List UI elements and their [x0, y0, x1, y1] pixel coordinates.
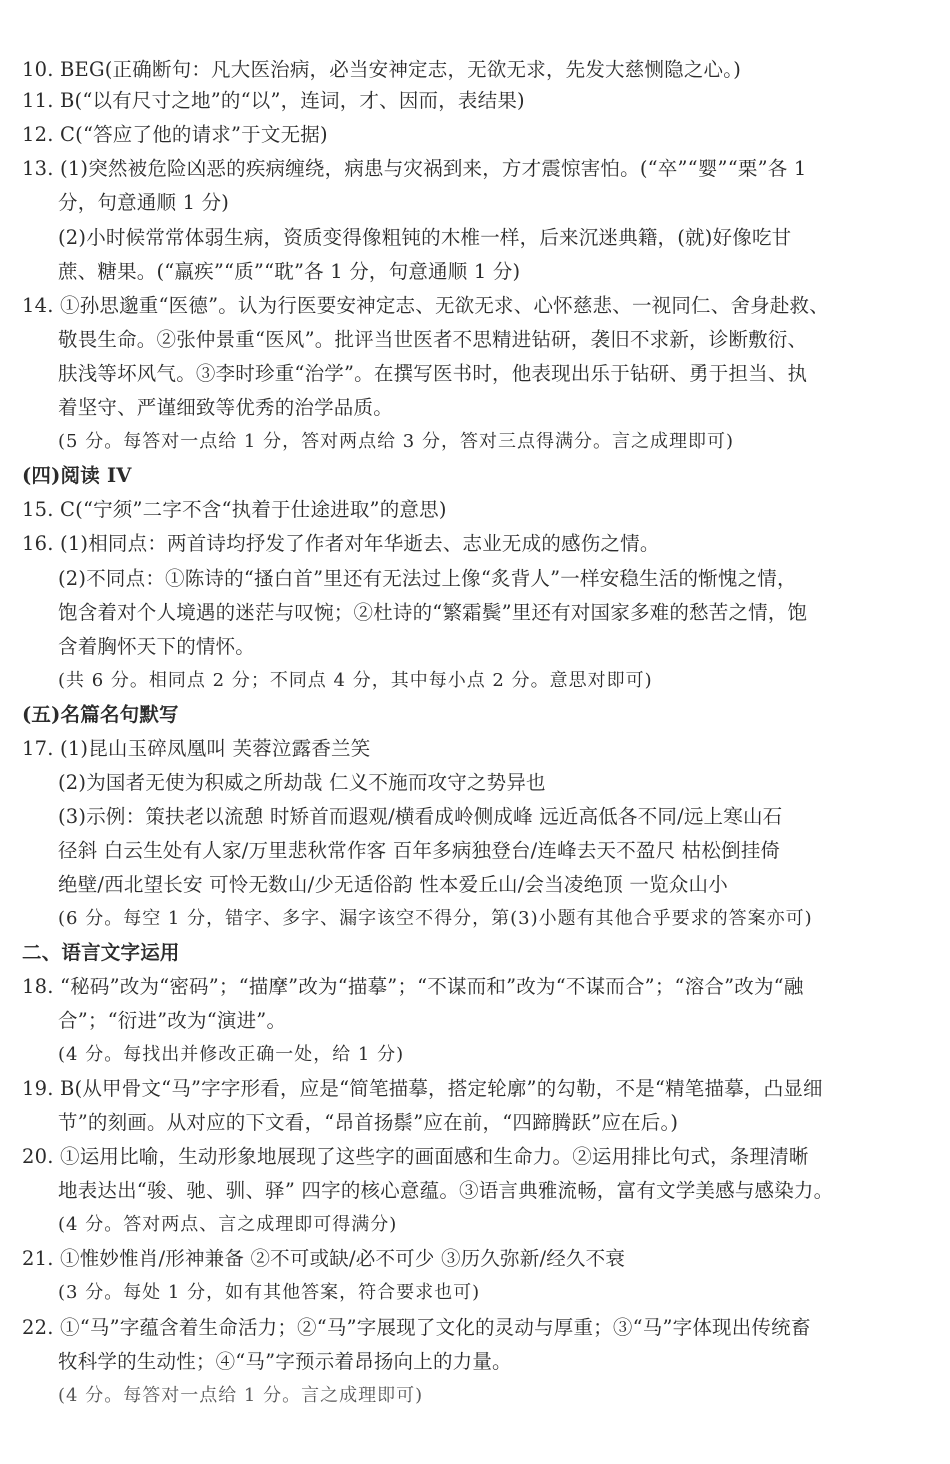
answer-13-line-3: (2)小时候常常体弱生病，资质变得像粗钝的木椎一样，后来沉迷典籍，(就)好像吃甘 — [58, 226, 792, 249]
answer-14-line-1: 14. ①孙思邈重“医德”。认为行医要安神定志、无欲无求、心怀慈悲、一视同仁、舍身赴救、 — [22, 294, 829, 317]
answer-11: 11. B(“以有尺寸之地”的“以”，连词，才、因而，表结果) — [22, 89, 525, 112]
answer-17-line-1: 17. (1)昆山玉碎凤凰叫 芙蓉泣露香兰笑 — [22, 737, 371, 760]
answer-17-line-3: (3)示例：策扶老以流憩 时矫首而遐观/横看成岭侧成峰 远近高低各不同/远上寒山石 — [58, 805, 783, 828]
section-heading-language-use: 二、语言文字运用 — [22, 941, 180, 964]
answer-17-line-4: 径斜 白云生处有人家/万里悲秋常作客 百年多病独登台/连峰去天不盈尺 枯松倒挂倚 — [58, 839, 781, 862]
scoring-note-22-cut-off: (4 分。每答对一点给 1 分。言之成理即可) — [58, 1385, 424, 1406]
answer-18-line-2: 合”；“衍进”改为“演进”。 — [58, 1009, 287, 1032]
scoring-note-20: (4 分。答对两点、言之成理即可得满分) — [58, 1214, 398, 1235]
answer-20-line-2: 地表达出“骏、驰、驯、驿” 四字的核心意蕴。③语言典雅流畅，富有文学美感与感染力。 — [58, 1179, 834, 1202]
scoring-note-17: (6 分。每空 1 分，错字、多字、漏字该空不得分，第(3)小题有其他合乎要求的答案亦可) — [58, 908, 813, 929]
answer-16-line-4: 含着胸怀天下的情怀。 — [58, 635, 256, 658]
scoring-note-18: (4 分。每找出并修改正确一处，给 1 分) — [58, 1044, 405, 1065]
answer-13-line-4: 蔗、糖果。(“羸疾”“质”“耽”各 1 分，句意通顺 1 分) — [58, 260, 521, 283]
answer-17-line-5: 绝壁/西北望长安 可怜无数山/少无适俗韵 性本爱丘山/会当凌绝顶 一览众山小 — [58, 873, 728, 896]
answer-16-line-1: 16. (1)相同点：两首诗均抒发了作者对年华逝去、志业无成的感伤之情。 — [22, 532, 660, 555]
answer-14-line-3: 肤浅等坏风气。③李时珍重“治学”。在撰写医书时，他表现出乐于钻研、勇于担当、执 — [58, 362, 808, 385]
answer-16-line-2: (2)不同点：①陈诗的“搔白首”里还有无法过上像“炙背人”一样安稳生活的惭愧之情， — [58, 567, 797, 590]
answer-18-line-1: 18. “秘码”改为“密码”；“描摩”改为“描摹”；“不谋而和”改为“不谋而合”；“溶合”改为“融 — [22, 975, 804, 998]
answer-12: 12. C(“答应了他的请求”于文无据) — [22, 123, 328, 146]
answer-14-line-4: 着坚守、严谨细致等优秀的治学品质。 — [58, 396, 393, 419]
answer-20-line-1: 20. ①运用比喻，生动形象地展现了这些字的画面感和生命力。②运用排比句式，条理清晰 — [22, 1145, 809, 1168]
section-heading-recitation: (五)名篇名句默写 — [22, 703, 179, 726]
answer-15: 15. C(“宁须”二字不含“执着于仕途进取”的意思) — [22, 498, 447, 521]
answer-21: 21. ①惟妙惟肖/形神兼备 ②不可或缺/必不可少 ③历久弥新/经久不衰 — [22, 1247, 626, 1270]
answer-22-line-1: 22. ①“马”字蕴含着生命活力；②“马”字展现了文化的灵动与厚重；③“马”字体现出传统畜 — [22, 1316, 811, 1339]
answer-22-line-2: 牧科学的生动性；④“马”字预示着昂扬向上的力量。 — [58, 1350, 512, 1373]
answer-13-line-1: 13. (1)突然被危险凶恶的疾病缠绕，病患与灾祸到来，方才震惊害怕。(“卒”“婴”“栗”各 1 — [22, 157, 807, 180]
answer-17-line-2: (2)为国者无使为积威之所劫哉 仁义不施而攻守之势异也 — [58, 771, 546, 794]
scoring-note-21: (3 分。每处 1 分，如有其他答案，符合要求也可) — [58, 1282, 481, 1303]
answer-13-line-2: 分，句意通顺 1 分) — [58, 191, 230, 214]
answer-19-line-2: 节”的刻画。从对应的下文看，“昂首扬鬃”应在前，“四蹄腾跃”应在后。) — [58, 1111, 679, 1134]
answer-16-line-3: 饱含着对个人境遇的迷茫与叹惋；②杜诗的“繁霜鬓”里还有对国家多难的愁苦之情，饱 — [58, 601, 808, 624]
scoring-note-14: (5 分。每答对一点给 1 分，答对两点给 3 分，答对三点得满分。言之成理即可) — [58, 431, 735, 452]
answer-14-line-2: 敬畏生命。②张仲景重“医风”。批评当世医者不思精进钻研，袭旧不求新，诊断敷衍、 — [58, 328, 808, 351]
answer-19-line-1: 19. B(从甲骨文“马”字字形看，应是“简笔描摹，搭定轮廓”的勾勒，不是“精笔描摹，凸显细 — [22, 1077, 823, 1100]
scoring-note-16: (共 6 分。相同点 2 分；不同点 4 分，其中每小点 2 分。意思对即可) — [58, 670, 653, 691]
section-heading-reading-4: (四)阅读 IV — [22, 464, 132, 487]
answer-10: 10. BEG(正确断句：凡大医治病，必当安神定志，无欲无求，先发大慈恻隐之心。) — [22, 58, 742, 81]
